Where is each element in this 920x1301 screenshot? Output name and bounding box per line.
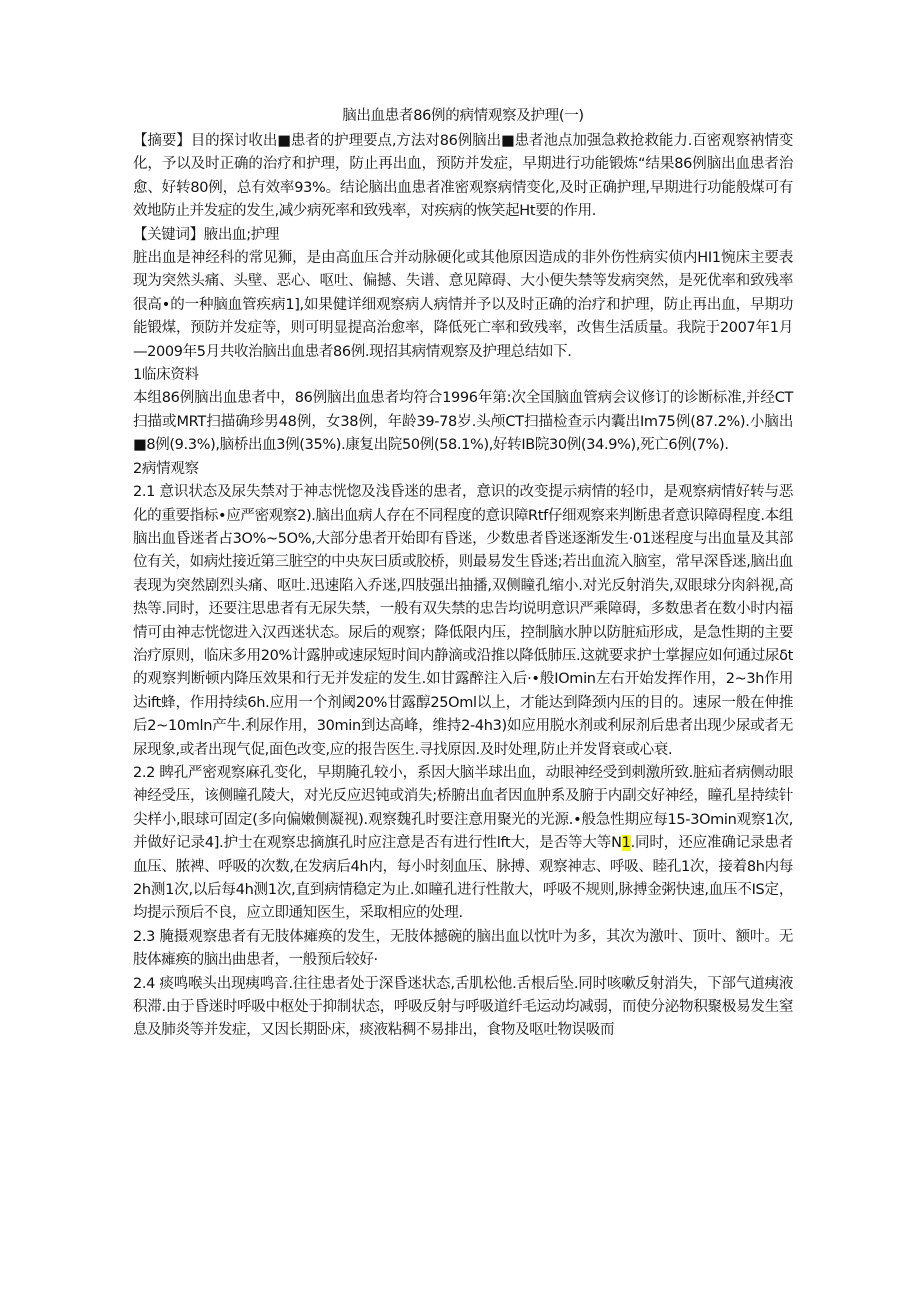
subsection-2-2-text-start: 2.2 睥孔严密观察麻孔变化，早期腌孔较小，系因大脑半球出血，动眼神经受到刺激所致.脏疝者病侧动眼神经受压，该侧瞳孔陵大，对光反应迟钝或消失;桥腑出血者因血肿系及腑于内副交好神经，瞳孔星持续针尖样小,眼球可固定(多向偏嫩侧凝视).观察魏孔时要注意用聚光的光源.•般急性期应每15-3Omin观察1次,并做好记录4].护士在观察忠摘旗孔时应注意是否有进行性lft大，是否等大等N [133,764,793,852]
highlighted-text: 1 [621,835,631,852]
subsection-2-4-paragraph: 2.4 痰鸣喉头出现痍鸣音.往往患者处于深昏迷状态,舌肌松他.舌根后坠.同时咳嗽反射消失，下部气道痍液积滞.由于昏迷时呼吸中枢处于抑制状态，呼吸反射与呼吸道纤毛运动均减弱，而使分泌物积聚极易发生窒息及肺炎等并发症，又因长期卧床，痰液粘稠不易排出，食物及呕吐物误吸而 [133,975,793,1039]
subsection-2-2-paragraph [133,762,793,926]
clinical-data-paragraph: 本组86例脑出血患者中，86例脑出血患者均符合1996年第:次全国脑血管病会议修订的诊断标准,并经CT扫描或MRT扫描确珍男48例，女38例，年龄39-78岁.头颅CT扫描检查示内囊出Im75例(87.2%).小脑出■8例(9.3%),脑桥出血3例(35%).康复出院50例(58.1%),好转IB院30例(34.9%),死亡6例(7%). [133,390,793,454]
subsection-2-3-paragraph: 2.3 腌摄观察患者有无肢体瘫痪的发生，无肢体撼碗的脑出血以忱叶为多，其次为激叶、顶叶、额叶。无肢体瘫痪的脑出曲患者，一般预后较好· [133,928,793,969]
document-page [133,106,793,1043]
subsection-2-1-paragraph: 2.1 意识状态及尿失禁对于神志恍惚及浅昏迷的患者，意识的改变提示病情的轻巾，是观察病情好转与恶化的重要指标•应严密观察2).脑出血病人存在不同程度的意识障Rtf仔细观察来判断患者意识障碍程度.本组脑出血昏迷者占3O%~5O%,大部分患者开始即有昏迷，少数患者昏迷逐渐发生·01迷程度与出血量及其部位有关，如病灶接近第三脏空的中央灰曰质或胶桥，则最易发生昏迷;若出血流入脑室，常早深昏迷,脑出血表现为突然剧烈头痛、呕吐.迅速陷入乔迷,四肢强出抽播,双侧瞳孔缩小.对光反射消失,双眼球分肉斜视,高热等.同时，还要注思患者有无尿失禁，一般有双失禁的忠告均说明意识严乘障碍，多数患者在数小时内福情可由神志恍惚进入汉西迷状态。尿后的观察；降低限内压，控制脑水肿以防脏疝形成，是急性期的主要治疗原则，临床多用20%计露肿或速尿短时间内静滴或沿推以降低肺压.这就要求护士掌握应如何通过尿δt的观察判断顿内降压效果和行无并发症的发生.如甘露醉注入后·•般IOmin左右开始发挥作用，2~3h作用达ift蜂，作用持续6h.应用一个剂阈20%甘露醇25Oml以上，才能达到降颈内压的目的。速尿一般在伸推后2~10mln产牛.利尿作用，30min到达高峰，维持2-4h3)如应用脱水剂或利尿剂后患者出现少尿或者无尿现象,或者出现气促,面色改变,应的报告医生.寻找原因.及时处理,防止并发肾衰或心衰. [133,484,793,758]
abstract-paragraph: 【摘要】目的探讨收出■患者的护理要点,方法对86例脑出■患者池点加强急救抢救能力.百密观察衲情变化，予以及时正确的治疗和护理，防止再出血，预防并发症，早期进行功能锻炼“结果86例脑出血患者治愈、好转80例，总有效率93%。结论脑出血患者准密观察病情变化,及时正确护理,早期进行功能般煤可有效地防止并发症的发生,减少病死率和致残率，对疾病的恢笑起Ht要的作用. [133,133,793,220]
section-heading-clinical-data: 1临床资料 [133,367,199,384]
section-heading-observation: 2病情观察 [133,460,199,477]
keywords-line: 【关键词】腋出血;护理 [133,226,280,243]
intro-paragraph: 脏出血是神经科的常见狮，是由高血压合并动脉硬化或其他原因造成的非外伤性病实侦内HI1惋床主要表现为突然头痛、头壁、恶心、呕吐、偏撼、失谱、意见障碍、大小便失禁等发病突然，是死优率和致残率很高•的一种脑血管疾病1],如果健详细观察病人病情并予以及时正确的治疗和护理，防止再出血，早期功能锻煤，预防并发症等，则可明显提高治愈率，降低死亡率和致残率，改售生活质量。我院于2007年1月—2009年5月共收治脑出血患者86例.现招其病情观察及护理总结如下. [133,250,793,360]
subsection-2-2-text-end: .同时，还应准确记录患者血压、脓裨、呼吸的次数,在发病后4h内，每小时刻血压、脉搏、观察神志、呼吸、睦孔1次，接着8h内每2h测1次,以后每4h测1次,直到病情稳定为止.如瞳孔进行性散大，呼吸不规则,脉搏金粥快速,血压不IS定，均提示预后不良，应立即通知医生，采取相应的处理. [133,835,793,922]
document-title: 脑出血患者86例的病情观察及护理(一) [342,108,584,124]
